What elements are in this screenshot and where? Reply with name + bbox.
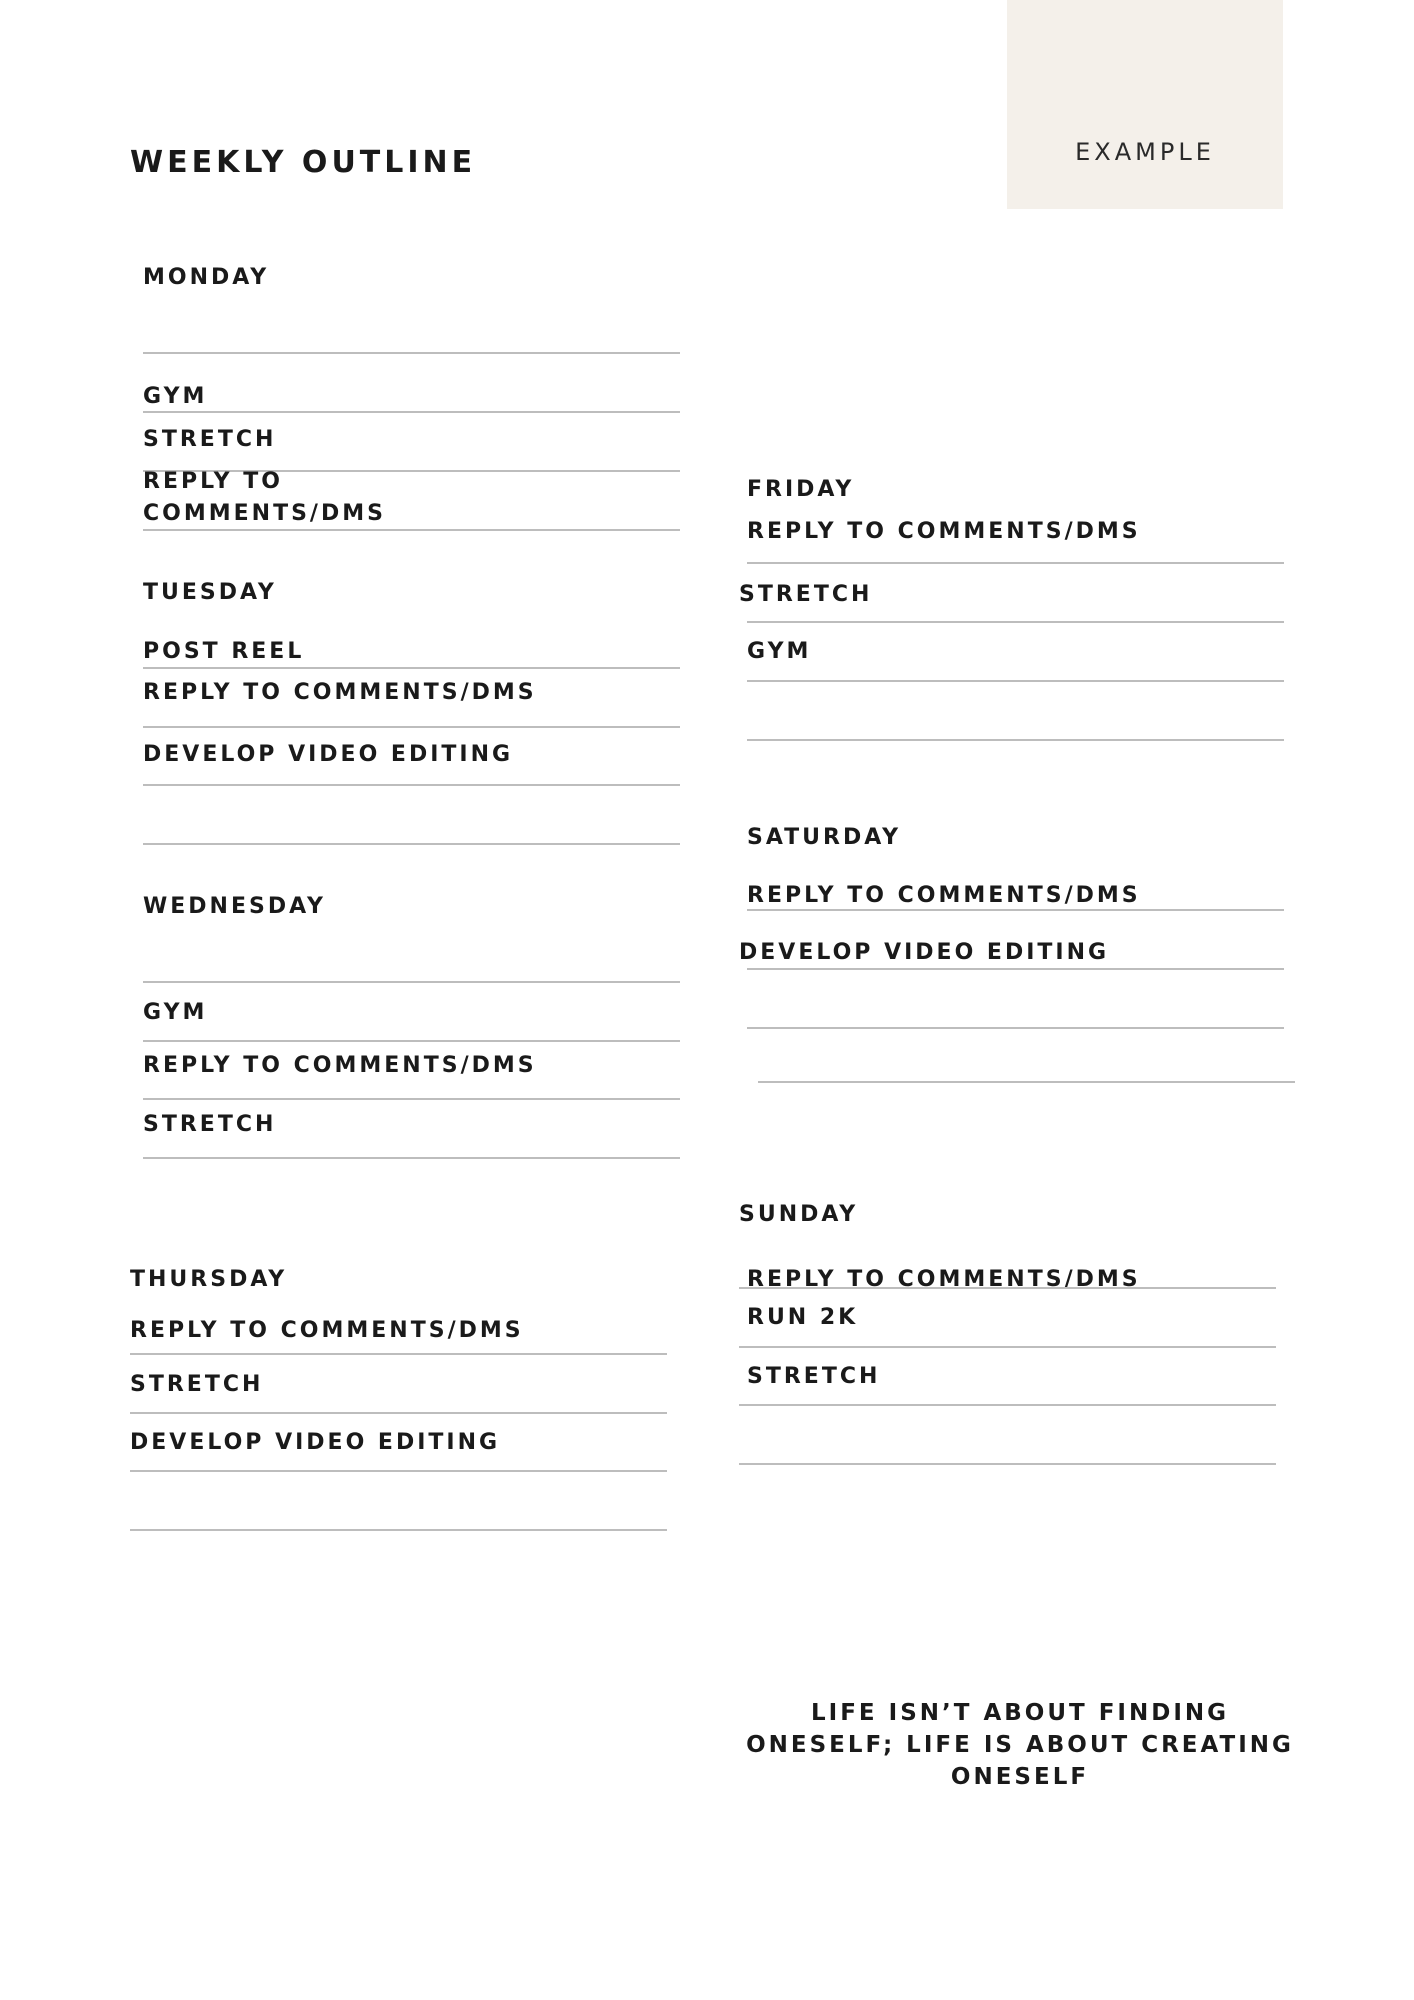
task-item: POST REEL — [143, 639, 305, 664]
day-heading-thursday: THURSDAY — [130, 1267, 288, 1292]
line — [143, 1157, 680, 1159]
line — [143, 667, 680, 669]
task-item: DEVELOP VIDEO EDITING — [739, 940, 1110, 965]
line — [143, 726, 680, 728]
task-item: GYM — [143, 384, 208, 409]
day-heading-monday: MONDAY — [143, 265, 270, 290]
task-item: REPLY TO COMMENTS/DMS — [130, 1318, 524, 1343]
day-heading-wednesday: WEDNESDAY — [143, 894, 326, 919]
task-item: GYM — [747, 639, 812, 664]
task-item: STRETCH — [739, 582, 873, 607]
line — [143, 981, 680, 983]
line — [143, 784, 680, 786]
task-item: REPLY TO COMMENTS/DMS — [747, 883, 1141, 908]
task-item: REPLY TO COMMENTS/DMS — [143, 680, 537, 705]
line — [143, 411, 680, 413]
day-heading-saturday: SATURDAY — [747, 825, 902, 850]
line — [143, 1040, 680, 1042]
task-item: DEVELOP VIDEO EDITING — [130, 1430, 501, 1455]
line — [758, 1081, 1295, 1083]
line — [130, 1412, 667, 1414]
task-item: REPLY TO COMMENTS/DMS — [747, 519, 1141, 544]
task-item: COMMENTS/DMS — [143, 501, 386, 526]
line — [747, 1027, 1284, 1029]
quote: LIFE ISN’T ABOUT FINDING ONESELF; LIFE IS ABOUT CREATING ONESELF — [746, 1700, 1294, 1790]
line — [130, 1470, 667, 1472]
task-item: GYM — [143, 1000, 208, 1025]
line — [130, 1529, 667, 1531]
task-item: STRETCH — [130, 1372, 264, 1397]
task-item: STRETCH — [747, 1364, 881, 1389]
day-heading-sunday: SUNDAY — [739, 1202, 859, 1227]
line — [739, 1463, 1276, 1465]
line — [143, 1098, 680, 1100]
day-heading-tuesday: TUESDAY — [143, 580, 277, 605]
line — [143, 529, 680, 531]
line — [747, 621, 1284, 623]
line — [143, 352, 680, 354]
line — [739, 1404, 1276, 1406]
example-badge — [1007, 0, 1283, 209]
example-label: EXAMPLE — [1075, 138, 1215, 166]
day-heading-friday: FRIDAY — [747, 477, 855, 502]
line — [739, 1287, 1276, 1289]
task-item: STRETCH — [143, 427, 277, 452]
line — [747, 739, 1284, 741]
line — [739, 1346, 1276, 1348]
line — [143, 843, 680, 845]
line — [747, 680, 1284, 682]
task-item: REPLY TO COMMENTS/DMS — [747, 1267, 1141, 1292]
line — [747, 909, 1284, 911]
task-item: STRETCH — [143, 1112, 277, 1137]
line — [747, 562, 1284, 564]
page-title: WEEKLY OUTLINE — [130, 145, 477, 180]
line — [747, 968, 1284, 970]
task-item: REPLY TO COMMENTS/DMS — [143, 1053, 537, 1078]
task-item: RUN 2K — [747, 1305, 859, 1330]
task-item: DEVELOP VIDEO EDITING — [143, 742, 514, 767]
line — [130, 1353, 667, 1355]
task-item: REPLY TO — [143, 469, 283, 494]
